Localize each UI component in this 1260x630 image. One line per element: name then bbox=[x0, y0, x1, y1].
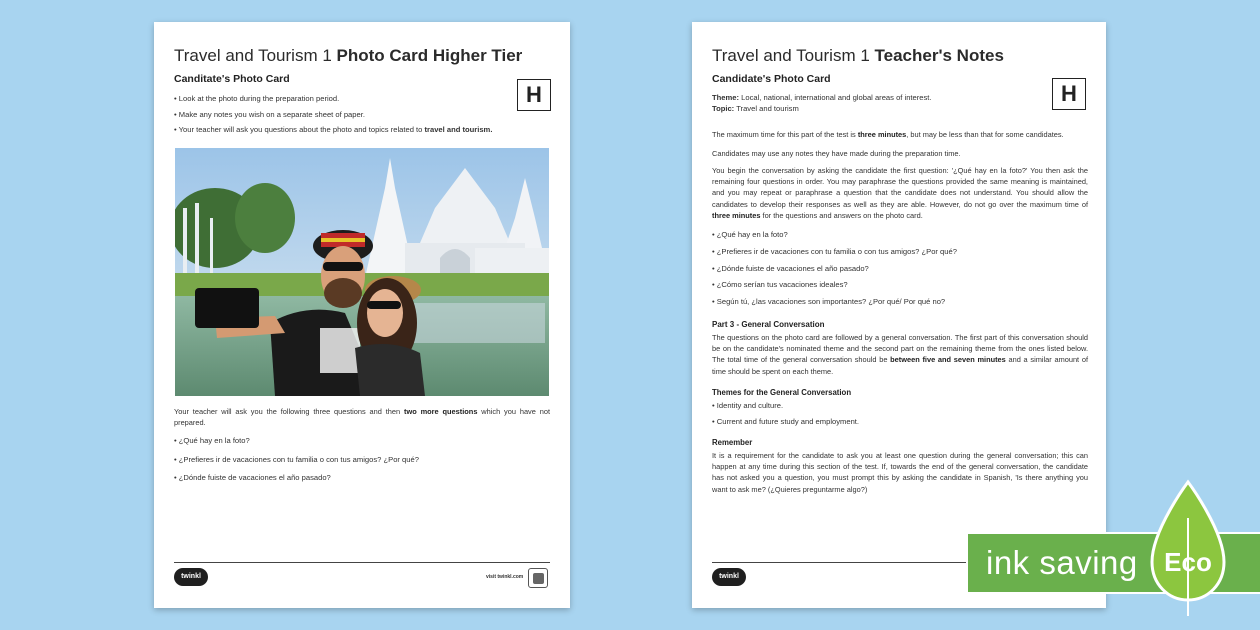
topic-value: Travel and tourism bbox=[734, 104, 799, 113]
topic-label: Topic: bbox=[712, 104, 735, 113]
timing-paragraph bbox=[712, 129, 1088, 140]
question-item: • ¿Dónde fuiste de vacaciones el año pasado? bbox=[712, 264, 957, 273]
instruction-item: • Make any notes you wish on a separate sheet of paper. bbox=[174, 110, 492, 119]
photo-illustration bbox=[175, 148, 549, 396]
remember-paragraph: It is a requirement for the candidate to ask you at least one question during the general conversation; this can happen at any time during this section of the test. If, towards the end of the general conversation, the candidate has not asked you a question, you must prompt this by asking the candidate in Spanish, 'Is there anything you want to ask me? (¿Quieres preguntarme algo?) bbox=[712, 451, 1088, 494]
title-bold: Teacher's Notes bbox=[874, 46, 1004, 65]
notes-paragraph: Candidates may use any notes they have made during the preparation time. bbox=[712, 149, 961, 158]
subtitle: Canditate's Photo Card bbox=[174, 73, 290, 85]
theme-value: Local, national, international and global areas of interest. bbox=[739, 93, 932, 102]
twinkl-logo: twinkl bbox=[174, 568, 208, 586]
eco-drop-icon bbox=[1146, 478, 1230, 618]
question-item: • ¿Prefieres ir de vacaciones con tu familia o con tus amigos? ¿Por qué? bbox=[712, 247, 957, 256]
part3-bold: between five and seven minutes bbox=[890, 355, 1006, 365]
twinkl-logo: twinkl bbox=[712, 568, 746, 586]
title-plain: Travel and Tourism 1 bbox=[712, 46, 875, 65]
intro-text: Your teacher will ask you the following three questions and then bbox=[174, 407, 404, 416]
part3-text-end: and a similar amount of time should be spent on each theme. bbox=[712, 355, 1088, 376]
title-bold: Photo Card Higher Tier bbox=[336, 46, 523, 65]
question-item: • ¿Dónde fuiste de vacaciones el año pasado? bbox=[174, 473, 419, 482]
subtitle: Candidate's Photo Card bbox=[712, 73, 831, 85]
intro-paragraph bbox=[174, 406, 550, 428]
theme-item: • Identity and culture. bbox=[712, 401, 859, 410]
instruction-text: Your teacher will ask you questions about the photo and topics related to bbox=[178, 125, 425, 135]
tier-badge: H bbox=[1052, 78, 1086, 110]
question-item: • Según tú, ¿las vacaciones son importantes? ¿Por qué/ Por qué no? bbox=[712, 297, 957, 306]
theme-line bbox=[712, 92, 932, 103]
p1-text: The maximum time for this part of the test is bbox=[712, 130, 858, 139]
theme-label: Theme: bbox=[712, 93, 740, 102]
themes-heading: Themes for the General Conversation bbox=[712, 388, 852, 397]
tier-badge: H bbox=[517, 79, 551, 111]
part3-heading: Part 3 - General Conversation bbox=[712, 320, 825, 329]
question-item: • ¿Prefieres ir de vacaciones con tu familia o con tus amigos? ¿Por qué? bbox=[174, 455, 419, 464]
part3-text: The questions on the photo card are followed by a general conversation. The first part of this conversation should be on the candidate's nominated theme and the second part on the remaining theme from the ones listed below. The total time of the general conversation should be bbox=[712, 333, 1088, 365]
instruction-list bbox=[174, 94, 492, 141]
eco-label: Eco bbox=[1164, 547, 1212, 577]
footer-url: visit twinkl.com bbox=[486, 574, 524, 580]
question-list bbox=[174, 436, 419, 492]
question-list bbox=[712, 230, 957, 314]
question-item: • ¿Cómo serían tus vacaciones ideales? bbox=[712, 280, 957, 289]
photo-card-sheet bbox=[154, 22, 570, 608]
p3-bold: three minutes bbox=[712, 210, 761, 220]
remember-heading: Remember bbox=[712, 438, 753, 447]
intro-text-end: which you have not prepared. bbox=[174, 407, 551, 428]
instruction-item: • Look at the photo during the preparation period. bbox=[174, 94, 492, 103]
p1-bold: three minutes bbox=[857, 130, 907, 139]
p3-text-end: for the questions and answers on the photo card. bbox=[760, 210, 923, 220]
theme-item: • Current and future study and employment. bbox=[712, 417, 859, 426]
themes-list bbox=[712, 401, 859, 433]
instruction-bold: travel and tourism. bbox=[424, 125, 493, 135]
instruction-item bbox=[174, 125, 492, 134]
footer-divider bbox=[174, 562, 550, 563]
part3-paragraph bbox=[712, 332, 1088, 377]
question-item: • ¿Qué hay en la foto? bbox=[174, 436, 419, 445]
p3-text: You begin the conversation by asking the candidate the first question: '¿Qué hay en la foto?' You then ask the remaining four questions in order. You may paraphrase the questions provided the same meaning is maintained, and you may repeat or paraphrase a question that the candidate does not understand. You should allow the candidates to develop their responses as well as they are able. However, do not go over the maximum time of bbox=[712, 166, 1088, 209]
intro-bold: two more questions bbox=[404, 407, 478, 416]
p1-text-end: , but may be less than that for some candidates. bbox=[906, 130, 1064, 139]
procedure-paragraph bbox=[712, 165, 1088, 221]
title-plain: Travel and Tourism 1 bbox=[174, 46, 337, 65]
question-item: • ¿Qué hay en la foto? bbox=[712, 230, 957, 239]
ink-saving-label: ink saving bbox=[986, 544, 1138, 581]
topic-line bbox=[712, 103, 799, 114]
page-title bbox=[712, 46, 1004, 66]
page-title bbox=[174, 46, 522, 66]
temple-selfie-photo bbox=[175, 148, 549, 396]
footer-badge-icon bbox=[528, 568, 548, 588]
teachers-notes-sheet bbox=[692, 22, 1106, 608]
